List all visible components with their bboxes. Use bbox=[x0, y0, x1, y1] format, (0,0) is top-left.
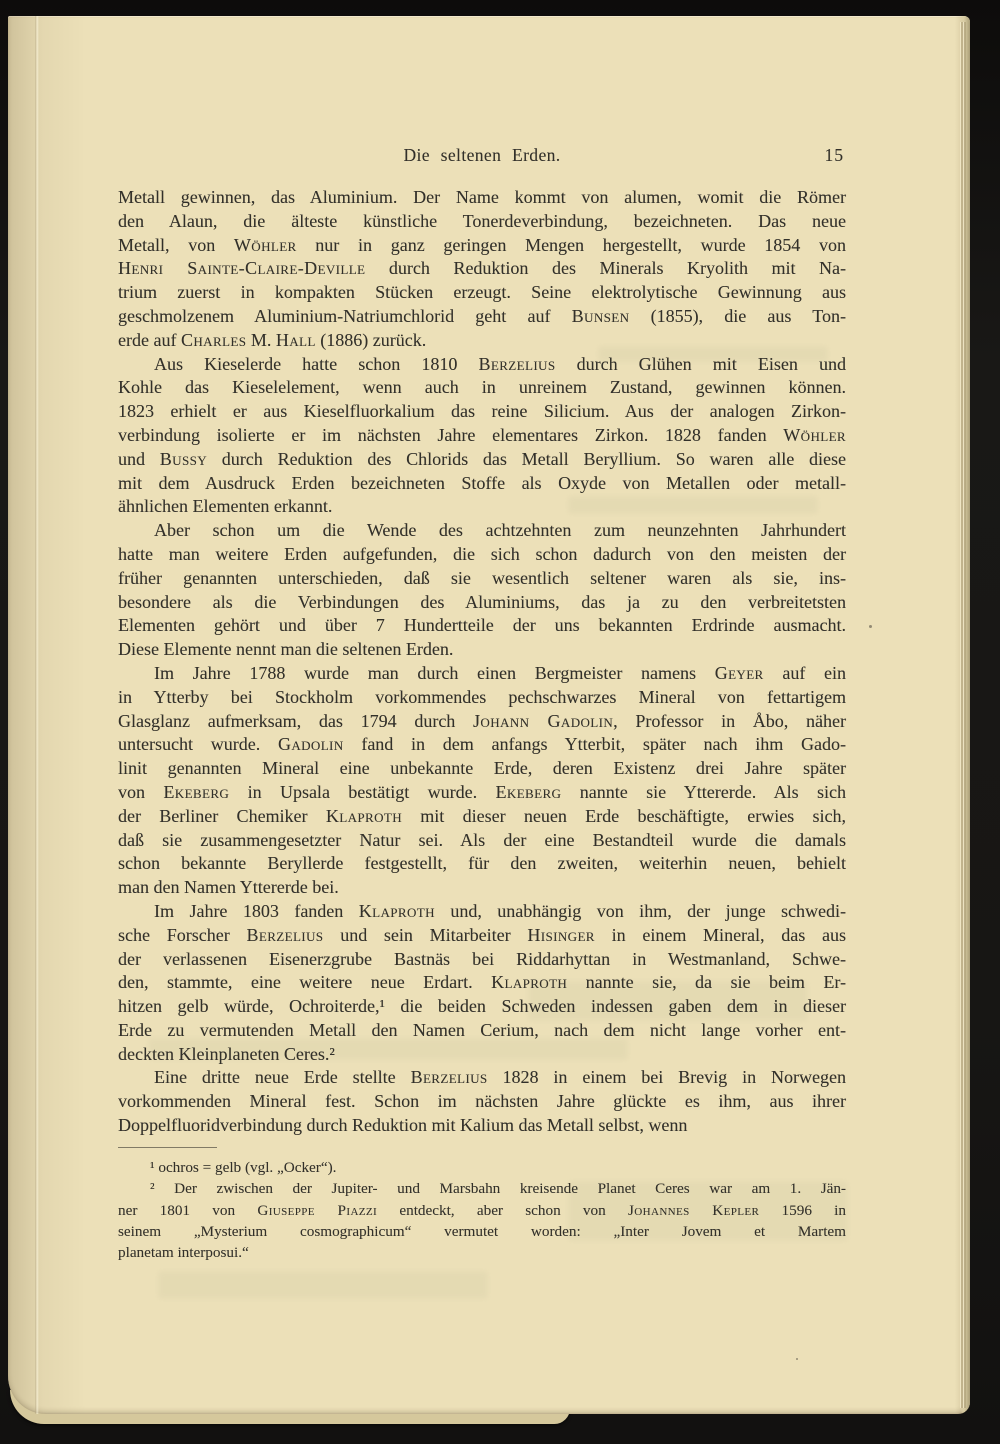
show-through-smudge bbox=[158, 1271, 488, 1299]
paragraph bbox=[118, 662, 846, 900]
small-caps-name: Hisinger bbox=[527, 924, 595, 945]
small-caps-name: Wöhler bbox=[233, 234, 297, 255]
page-crease bbox=[35, 16, 39, 1414]
text-line: trium zuerst in kompakten Stücken erzeugt. Seine elektrolytische Gewinnung aus bbox=[118, 282, 846, 303]
page-stack-edge bbox=[955, 16, 970, 1414]
small-caps-name: Henri Sainte-Claire-Deville bbox=[118, 258, 366, 279]
small-caps-name: Johannes Kepler bbox=[627, 1201, 760, 1219]
small-caps-name: Berzelius bbox=[410, 1067, 488, 1088]
text-line: Erde zu vermutenden Metall den Namen Cerium, nach dem nicht lange vorher ent- bbox=[118, 1019, 846, 1040]
text-line: früher genannten unterschieden, daß sie wesentlich seltener waren als sie, ins- bbox=[118, 567, 846, 588]
text-line: ² Der zwischen der Jupiter- und Marsbahn kreisende Planet Ceres war am 1. Jän- bbox=[150, 1180, 846, 1198]
small-caps-name: Gadolin bbox=[277, 734, 344, 755]
text-line: Elementen gehört und über 7 Hundertteile der uns bekannten Erdrinde ausmacht. bbox=[118, 615, 846, 636]
text-line: Kohle das Kieselelement, wenn auch in unreinem Zustand, gewinnen können. bbox=[118, 377, 846, 398]
book-page bbox=[8, 16, 970, 1414]
body-text bbox=[118, 186, 846, 1138]
text-line: linit genannten Mineral eine unbekannte Erde, deren Existenz drei Jahre später bbox=[118, 758, 846, 779]
text-line: man den Namen Yttererde bei. bbox=[118, 877, 339, 898]
small-caps-name: Klaproth bbox=[325, 805, 402, 826]
small-caps-name: Wöhler bbox=[783, 424, 846, 445]
text-line: hatte man weitere Erden aufgefunden, die sich schon dadurch von den meisten der bbox=[118, 543, 846, 564]
page-number: 15 bbox=[824, 145, 844, 165]
text-line: deckten Kleinplaneten Ceres.² bbox=[118, 1043, 335, 1064]
text-line: Eine dritte neue Erde stellte Berzelius 1828 in einem bei Brevig in Norwegen bbox=[154, 1067, 846, 1088]
text-line: Aber schon um die Wende des achtzehnten zum neunzehnten Jahrhundert bbox=[154, 520, 846, 541]
text-line: verbindung isolierte er im nächsten Jahre elementares Zirkon. 1828 fanden Wöhler bbox=[118, 424, 846, 445]
text-line: Diese Elemente nennt man die seltenen Erden. bbox=[118, 639, 454, 660]
small-caps-name: Charles bbox=[180, 329, 247, 350]
small-caps-name: Bussy bbox=[159, 448, 208, 469]
small-caps-name: Klaproth bbox=[358, 900, 435, 921]
text-line: schon bekannte Beryllerde festgestellt, für den zweiten, weiterhin neuen, behielt bbox=[118, 853, 846, 874]
text-line: Metall gewinnen, das Aluminium. Der Name kommt von alumen, womit die Römer bbox=[118, 187, 846, 207]
text-line: der Berliner Chemiker Klaproth mit dieser neuen Erde beschäftigte, erwies sich, bbox=[118, 805, 846, 826]
text-line: den, stammte, eine weitere neue Erdart. Klaproth nannte sie, da sie beim Er- bbox=[118, 972, 847, 993]
paragraph bbox=[118, 1066, 846, 1137]
small-caps-name: Giuseppe Piazzi bbox=[257, 1201, 378, 1219]
spine-shadow bbox=[8, 16, 86, 1414]
text-line: sche Forscher Berzelius und sein Mitarbeiter Hisinger in einem Mineral, das aus bbox=[118, 924, 847, 945]
text-line: untersucht wurde. Gadolin fand in dem anfangs Ytterbit, später nach ihm Gado- bbox=[118, 734, 846, 755]
paragraph bbox=[118, 186, 846, 353]
small-caps-name: Bunsen bbox=[571, 305, 630, 326]
text-line: Henri Sainte-Claire-Deville durch Reduktion des Minerals Kryolith mit Na- bbox=[118, 258, 846, 279]
text-line: 1823 erhielt er aus Kieselfluorkalium das reine Silicium. Aus der analogen Zirkon- bbox=[118, 401, 846, 422]
small-caps-name: Ekeberg bbox=[495, 781, 562, 802]
text-line: seinem „Mysterium cosmographicum“ vermutet worden: „Inter Jovem et Martem bbox=[118, 1222, 846, 1240]
small-caps-name: Berzelius bbox=[478, 353, 556, 374]
paper-speck bbox=[796, 1358, 798, 1360]
text-line: vorkommenden Mineral fest. Schon im nächsten Jahre glückte es ihm, aus ihrer bbox=[118, 1091, 846, 1112]
text-line: Metall, von Wöhler nur in ganz geringen Mengen hergestellt, wurde 1854 von bbox=[118, 234, 846, 255]
text-line: und Bussy durch Reduktion des Chlorids das Metall Beryllium. So waren alle diese bbox=[118, 448, 846, 469]
text-line: Aus Kieselerde hatte schon 1810 Berzelius durch Glühen mit Eisen und bbox=[154, 353, 846, 374]
running-header-title: Die seltenen Erden. bbox=[403, 145, 561, 165]
footnotes bbox=[118, 1157, 846, 1263]
text-line: geschmolzenem Aluminium-Natriumchlorid geht auf Bunsen (1855), die aus Ton- bbox=[118, 305, 846, 326]
text-line: der verlassenen Eisenerzgrube Bastnäs bei Riddarhyttan in Westmanland, Schwe- bbox=[118, 948, 846, 969]
paragraph bbox=[118, 900, 846, 1067]
running-header bbox=[118, 145, 846, 167]
small-caps-name: Johann Gadolin bbox=[473, 710, 614, 731]
text-line: erde auf Charles M. Hall (1886) zurück. bbox=[118, 329, 427, 350]
footnote-rule bbox=[118, 1147, 217, 1148]
paragraph bbox=[118, 1178, 846, 1263]
text-line: Im Jahre 1803 fanden Klaproth und, unabhängig von ihm, der junge schwedi- bbox=[154, 900, 846, 921]
text-line: in Ytterby bei Stockholm vorkommendes pechschwarzes Mineral von fettartigem bbox=[118, 686, 846, 707]
text-line: Doppelfluoridverbindung durch Reduktion mit Kalium das Metall selbst, wenn bbox=[118, 1115, 688, 1136]
paragraph bbox=[118, 353, 846, 520]
text-line: daß sie zusammengesetzter Natur sei. Als der eine Bestandteil wurde die damals bbox=[118, 829, 846, 850]
text-line: hitzen gelb würde, Ochroiterde,¹ die beiden Schweden indessen gaben dem in dieser bbox=[118, 996, 846, 1017]
paragraph bbox=[118, 519, 846, 662]
small-caps-name: Geyer bbox=[714, 662, 764, 683]
text-line: planetam interposui.“ bbox=[118, 1244, 249, 1262]
small-caps-name: Ekeberg bbox=[163, 781, 230, 802]
paragraph bbox=[118, 1157, 846, 1178]
text-line: ähnlichen Elementen erkannt. bbox=[118, 496, 333, 517]
small-caps-name: Berzelius bbox=[246, 924, 324, 945]
small-caps-name: Hall bbox=[275, 329, 316, 350]
text-line: von Ekeberg in Upsala bestätigt wurde. Ekeberg nannte sie Yttererde. Als sich bbox=[118, 781, 846, 802]
text-line: besondere als die Verbindungen des Aluminiums, das ja zu den verbreitetsten bbox=[118, 591, 846, 612]
text-line: ner 1801 von Giuseppe Piazzi entdeckt, aber schon von Johannes Kepler 1596 in bbox=[118, 1201, 846, 1219]
paper-speck bbox=[869, 625, 872, 628]
text-line: mit dem Ausdruck Erden bezeichneten Stoffe als Oxyde von Metallen oder metall- bbox=[118, 472, 846, 493]
text-line: Glasglanz aufmerksam, das 1794 durch Johann Gadolin, Professor in Åbo, näher bbox=[118, 710, 846, 731]
text-line: den Alaun, die älteste künstliche Tonerdeverbindung, bezeichneten. Das neue bbox=[118, 210, 846, 231]
text-line: ¹ ochros = gelb (vgl. „Ocker“). bbox=[150, 1159, 337, 1176]
text-line: Im Jahre 1788 wurde man durch einen Bergmeister namens Geyer auf ein bbox=[154, 662, 846, 683]
small-caps-name: Klaproth bbox=[491, 972, 568, 993]
